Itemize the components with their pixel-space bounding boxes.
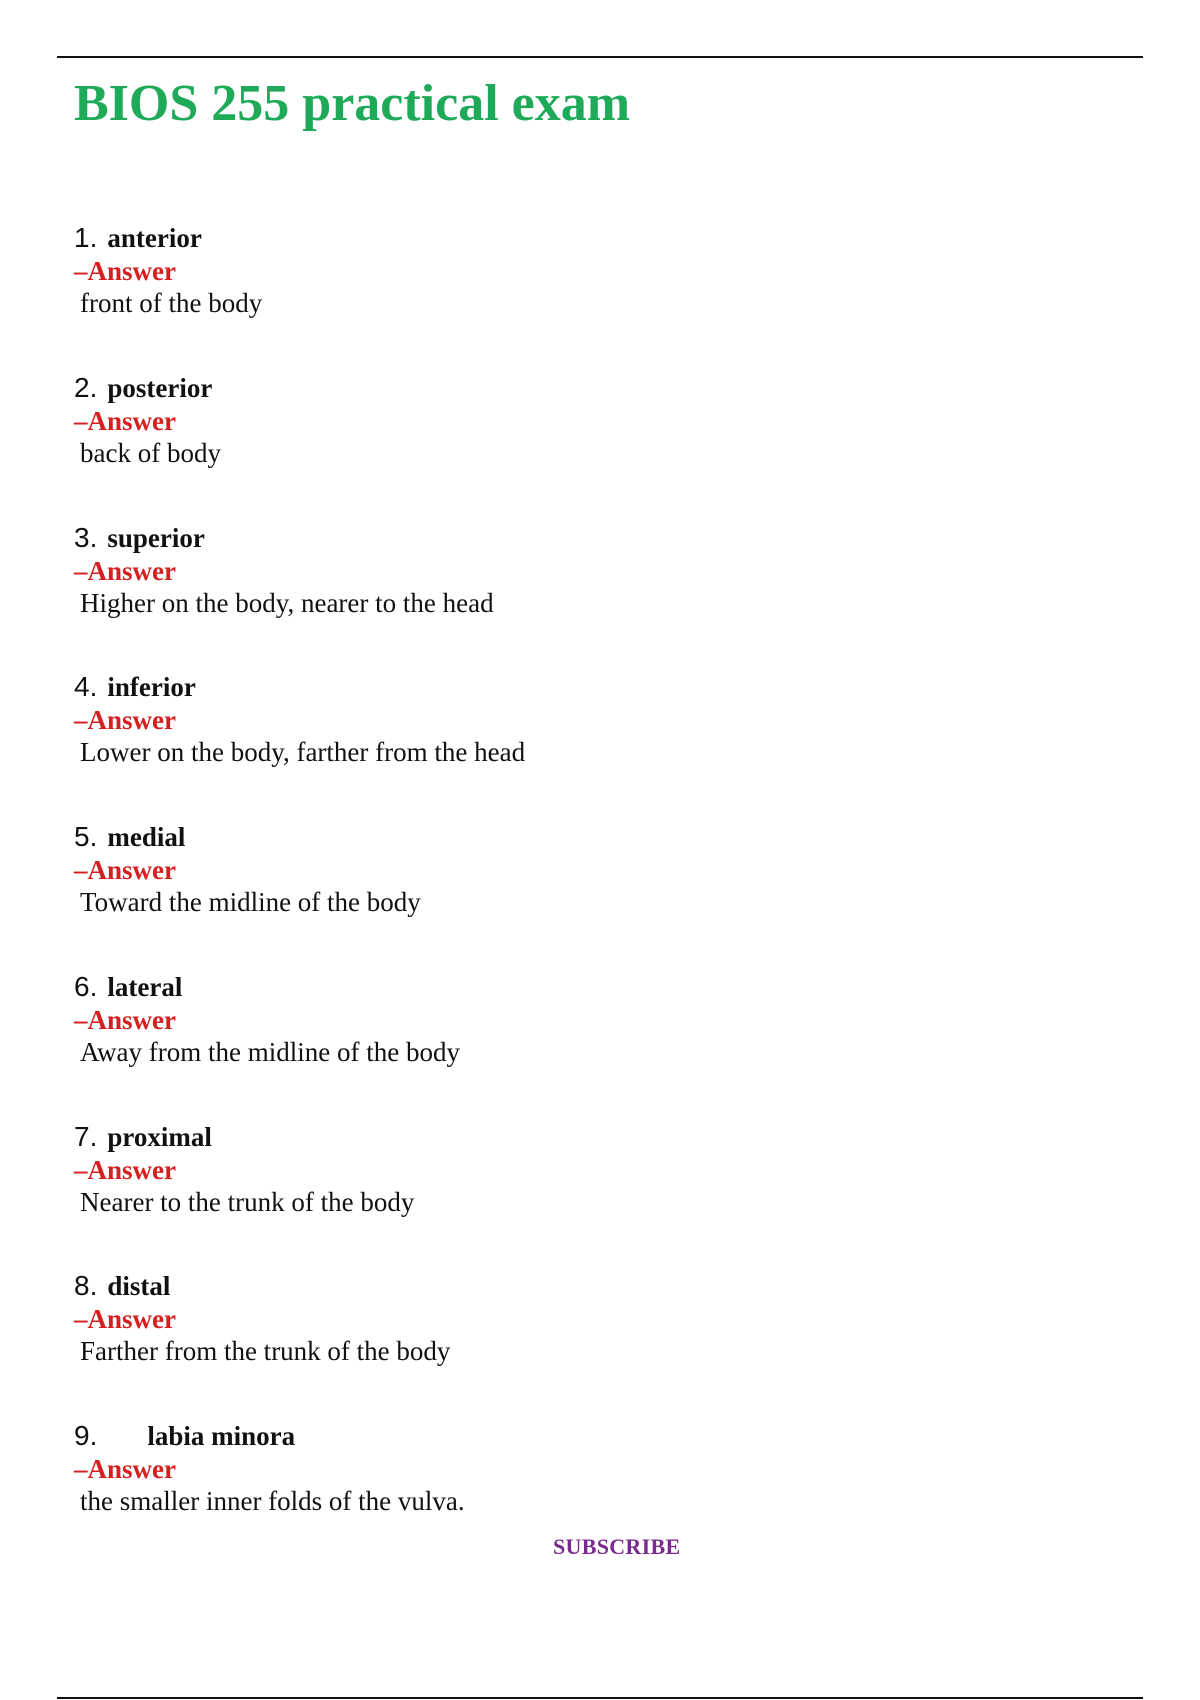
answer-text: Farther from the trunk of the body xyxy=(80,1336,451,1366)
qa-item-2 xyxy=(74,371,1074,469)
qa-item-7 xyxy=(74,1120,1074,1218)
answer-text: Toward the midline of the body xyxy=(80,887,421,917)
question-term: inferior xyxy=(107,672,196,702)
question-line xyxy=(74,1419,1074,1453)
question-number: 4. xyxy=(74,671,98,702)
subscribe-link[interactable]: SUBSCRIBE xyxy=(553,1534,681,1559)
question-line xyxy=(74,820,1074,854)
question-term: labia minora xyxy=(147,1421,296,1451)
question-line xyxy=(74,670,1074,704)
answer-label: –Answer xyxy=(74,256,176,286)
question-line xyxy=(74,970,1074,1004)
question-line xyxy=(74,221,1074,255)
question-line xyxy=(74,371,1074,405)
question-number: 7. xyxy=(74,1121,98,1152)
answer-label: –Answer xyxy=(74,705,176,735)
qa-item-9 xyxy=(74,1419,1074,1517)
question-number: 6. xyxy=(74,971,98,1002)
top-rule xyxy=(57,56,1143,58)
qa-item-6 xyxy=(74,970,1074,1068)
answer-label: –Answer xyxy=(74,406,176,436)
question-number: 5. xyxy=(74,821,98,852)
answer-text: Nearer to the trunk of the body xyxy=(80,1187,415,1217)
question-term: medial xyxy=(107,822,186,852)
qa-item-4 xyxy=(74,670,1074,768)
answer-text: Lower on the body, farther from the head xyxy=(80,737,526,767)
answer-label: –Answer xyxy=(74,855,176,885)
question-line xyxy=(74,521,1074,555)
answer-label: –Answer xyxy=(74,1304,176,1334)
qa-item-1 xyxy=(74,221,1074,319)
question-term: distal xyxy=(107,1271,171,1301)
question-number: 2. xyxy=(74,372,98,403)
answer-label: –Answer xyxy=(74,556,176,586)
bottom-rule xyxy=(57,1697,1143,1699)
question-term: lateral xyxy=(107,972,183,1002)
question-number: 3. xyxy=(74,522,98,553)
question-term: proximal xyxy=(107,1122,212,1152)
qa-item-5 xyxy=(74,820,1074,918)
question-number: 8. xyxy=(74,1270,98,1301)
answer-text: Higher on the body, nearer to the head xyxy=(80,588,494,618)
qa-item-8 xyxy=(74,1269,1074,1367)
question-number: 9. xyxy=(74,1420,98,1451)
answer-label: –Answer xyxy=(74,1005,176,1035)
answer-text: front of the body xyxy=(80,288,263,318)
answer-text: the smaller inner folds of the vulva. xyxy=(80,1486,465,1516)
question-line xyxy=(74,1120,1074,1154)
question-number: 1. xyxy=(74,222,98,253)
answer-label: –Answer xyxy=(74,1155,176,1185)
answer-label: –Answer xyxy=(74,1454,176,1484)
page-title: BIOS 255 practical exam xyxy=(74,75,631,132)
answer-text: Away from the midline of the body xyxy=(80,1037,460,1067)
qa-item-3 xyxy=(74,521,1074,619)
question-line xyxy=(74,1269,1074,1303)
answer-text: back of body xyxy=(80,438,221,468)
question-term: superior xyxy=(107,523,205,553)
question-term: anterior xyxy=(107,223,202,253)
question-term: posterior xyxy=(107,373,213,403)
